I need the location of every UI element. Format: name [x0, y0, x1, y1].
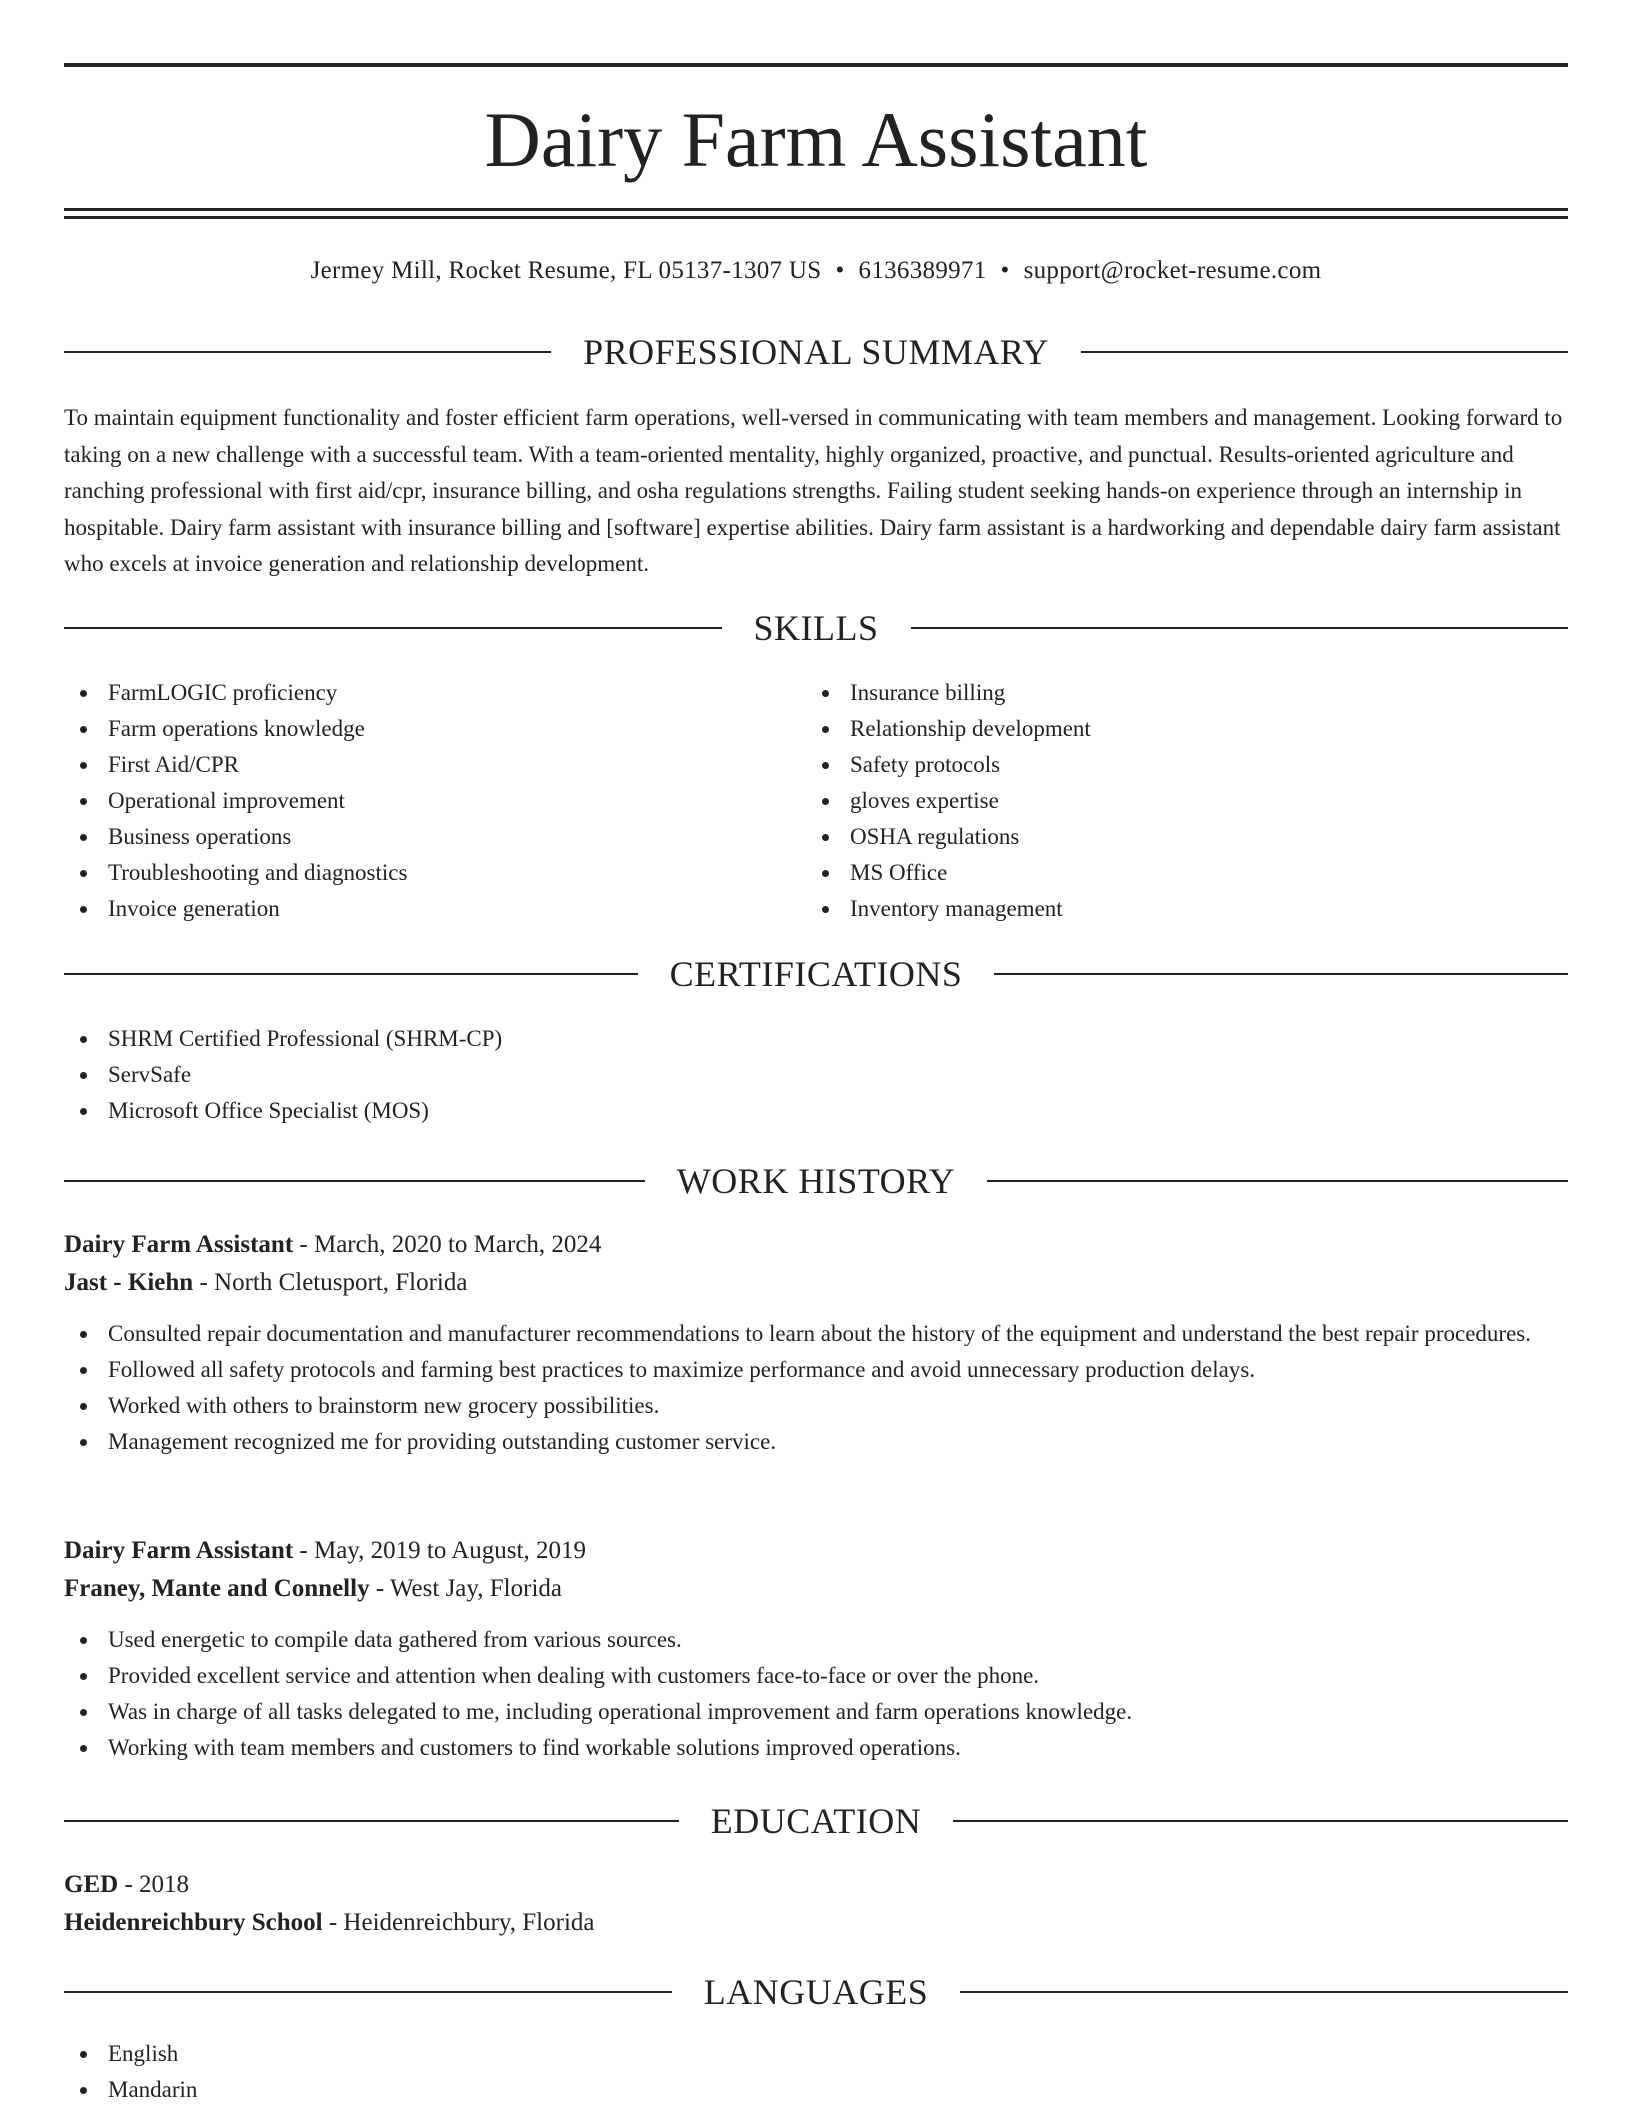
education-school: Heidenreichbury School [64, 1909, 323, 1936]
section-rule [64, 1820, 679, 1822]
skill-item: Farm operations knowledge [64, 711, 804, 747]
section-rule [953, 1820, 1568, 1822]
job-duties-list [64, 1622, 1568, 1766]
skill-item: Invoice generation [64, 891, 804, 927]
section-rule [911, 627, 1569, 629]
skills-list-right [806, 675, 1546, 927]
section-title: EDUCATION [710, 1801, 922, 1841]
job-company: Jast - Kiehn [64, 1269, 194, 1296]
education-degree-line [64, 1866, 1568, 1904]
job-duty: Consulted repair documentation and manufacturer recommendations to learn about the history of the equipment and understand the best repair procedures. [64, 1316, 1568, 1352]
job-entry [64, 1226, 1568, 1460]
education-school-line [64, 1904, 1568, 1942]
contact-line [64, 254, 1568, 288]
job-title-line [64, 1226, 1568, 1264]
skill-item: Troubleshooting and diagnostics [64, 855, 804, 891]
section-title: WORK HISTORY [676, 1161, 956, 1201]
language-item: English [64, 2036, 1568, 2072]
section-header-summary [64, 332, 1568, 372]
title-rule-upper [64, 208, 1568, 211]
skill-item: First Aid/CPR [64, 747, 804, 783]
section-rule [64, 1180, 645, 1182]
certification-item: Microsoft Office Specialist (MOS) [64, 1093, 1568, 1129]
skill-item: Business operations [64, 819, 804, 855]
resume-title: Dairy Farm Assistant [484, 96, 1148, 183]
skill-item: Insurance billing [806, 675, 1546, 711]
job-duty: Provided excellent service and attention when dealing with customers face-to-face or over the phone. [64, 1658, 1568, 1694]
job-dates: - March, 2020 to March, 2024 [293, 1231, 602, 1258]
section-header-education [64, 1801, 1568, 1841]
job-company-line [64, 1264, 1568, 1302]
title-rule-lower [64, 216, 1568, 219]
section-rule [960, 1991, 1568, 1993]
skill-item: MS Office [806, 855, 1546, 891]
contact-email: support@rocket-resume.com [1023, 257, 1322, 284]
section-header-skills [64, 608, 1568, 648]
section-header-certifications [64, 954, 1568, 994]
section-rule [64, 1991, 672, 1993]
job-title: Dairy Farm Assistant [64, 1231, 294, 1258]
skill-item: FarmLOGIC proficiency [64, 675, 804, 711]
summary-text: To maintain equipment functionality and foster efficient farm operations, well-versed in communicating with team members and management. Looking forward to taking on a new challenge with a successful team. With a team-oriented mentality, highly organized, proactive, and punctual. Results-oriented agriculture and ranching professional with first aid/cpr, insurance billing, and osha regulations strengths. Failing student seeking hands-on experience through an internship in hospitable. Dairy farm assistant with insurance billing and [software] expertise abilities. Dairy farm assistant is a hardworking and dependable dairy farm assistant who excels at invoice generation and relationship development. [64, 405, 1563, 576]
education-year: - 2018 [118, 1871, 190, 1898]
job-company: Franey, Mante and Connelly [64, 1575, 370, 1602]
section-rule [987, 1180, 1568, 1182]
language-item: Mandarin [64, 2072, 1568, 2108]
languages-list [64, 2036, 1568, 2108]
skill-item: OSHA regulations [806, 819, 1546, 855]
contact-separator: • [835, 257, 845, 284]
job-duty: Used energetic to compile data gathered from various sources. [64, 1622, 1568, 1658]
skill-item: Operational improvement [64, 783, 804, 819]
job-location: - North Cletusport, Florida [193, 1269, 468, 1296]
job-entry [64, 1532, 1568, 1766]
certification-item: ServSafe [64, 1057, 1568, 1093]
job-duty: Working with team members and customers to find workable solutions improved operations. [64, 1730, 1568, 1766]
section-rule [994, 973, 1568, 975]
education-location: - Heidenreichbury, Florida [322, 1909, 595, 1936]
section-title: PROFESSIONAL SUMMARY [583, 332, 1049, 372]
section-header-languages [64, 1972, 1568, 2012]
section-title: SKILLS [753, 608, 879, 648]
job-duty: Management recognized me for providing outstanding customer service. [64, 1424, 1568, 1460]
job-title: Dairy Farm Assistant [64, 1537, 294, 1564]
job-title-line [64, 1532, 1568, 1570]
skill-item: Inventory management [806, 891, 1546, 927]
job-location: - West Jay, Florida [369, 1575, 562, 1602]
certification-item: SHRM Certified Professional (SHRM-CP) [64, 1021, 1568, 1057]
section-rule [64, 973, 638, 975]
contact-phone: 6136389971 [858, 257, 987, 284]
contact-address: Jermey Mill, Rocket Resume, FL 05137-1307 US [310, 257, 822, 284]
job-dates: - May, 2019 to August, 2019 [293, 1537, 586, 1564]
job-duties-list [64, 1316, 1568, 1460]
job-duty: Was in charge of all tasks delegated to me, including operational improvement and farm operations knowledge. [64, 1694, 1568, 1730]
skills-list-left [64, 675, 804, 927]
section-header-work [64, 1161, 1568, 1201]
job-company-line [64, 1570, 1568, 1608]
certifications-list [64, 1021, 1568, 1129]
skill-item: Relationship development [806, 711, 1546, 747]
section-rule [1081, 351, 1568, 353]
contact-separator: • [1000, 257, 1010, 284]
job-duty: Worked with others to brainstorm new grocery possibilities. [64, 1388, 1568, 1424]
job-duty: Followed all safety protocols and farming best practices to maximize performance and avoid unnecessary production delays. [64, 1352, 1568, 1388]
section-title: LANGUAGES [703, 1972, 929, 2012]
education-entry [64, 1866, 1568, 1942]
section-rule [64, 351, 551, 353]
education-degree: GED [64, 1871, 119, 1898]
skill-item: Safety protocols [806, 747, 1546, 783]
section-title: CERTIFICATIONS [669, 954, 963, 994]
skill-item: gloves expertise [806, 783, 1546, 819]
top-rule [64, 63, 1568, 67]
section-rule [64, 627, 722, 629]
